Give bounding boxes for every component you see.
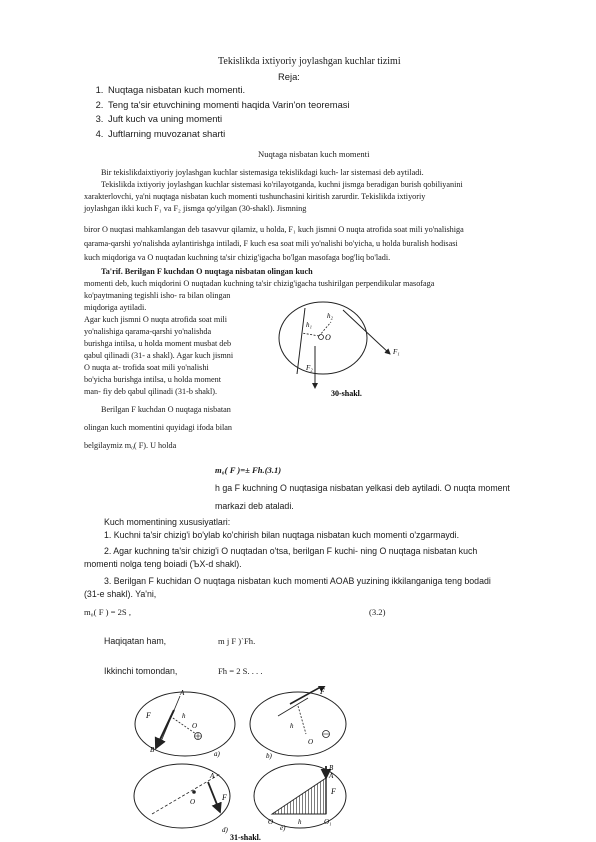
fig31e-label-a: A <box>329 772 334 780</box>
fig30-caption: 30-shakl. <box>331 389 362 398</box>
fig31-caption: 31-shakl. <box>230 833 261 842</box>
definition-line: Ta'rif. Berilgan F kuchdan O nuqtaga nisbatan olingan kuch <box>101 267 313 276</box>
paragraph-3-line: qarama-qarshi yo'nalishda aylantirishga intiladi, F kuch esa soat mili yo'nalishi bo'yicha, u holda buralish hodisasi <box>84 239 458 248</box>
figure-30 <box>275 296 405 406</box>
fig31e-label-o1: O₁ <box>324 818 332 826</box>
plan-list <box>88 83 350 141</box>
formula-3-2: m₀( F ) = 2S , <box>84 607 131 617</box>
formula-note-line: h ga F kuchning O nuqtasiga nisbatan yelkasi deb aytiladi. O nuqta moment <box>215 483 510 493</box>
fig31b-panel-label: b) <box>266 752 272 760</box>
formula-intro-line: belgilaymiz m₀( F). U holda <box>84 441 177 450</box>
paragraph-2-line: xarakterlovchi, ya'ni nuqtaga nisbatan kuch momenti tushunchasini kiritish zarurdir. Tekislikda ixtiyoriy <box>84 192 426 201</box>
plan-label: Reja: <box>278 71 300 82</box>
paragraph-3-line: biror O nuqtasi mahkamlangan deb tasavvur qilamiz, u holda, F₁ kuch jismni O nuqta atrofida soat mili yo'nalishiga <box>84 225 464 234</box>
fig30-label-h1: h₁ <box>306 321 312 329</box>
fig31e-label-b: B <box>329 764 334 772</box>
definition-line: momenti deb, kuch miqdorini O nuqtadan kuchning ta'sir chizig'igacha tushirilgan perpendikular masofaga <box>84 279 435 288</box>
fig31d-label-a: A <box>210 772 215 780</box>
formula-intro-line: olingan kuch momentini quyidagi ifoda bilan <box>84 423 233 432</box>
plan-item: 4. Juftlarning muvozanat sharti <box>106 127 350 142</box>
paragraph-3-line: kuch miqdoriga va O nuqtadan kuchning ta'sir chizig'igacha bo'lgan masofaga bog'liq bo'ladi. <box>84 253 391 262</box>
properties-heading: Kuch momentining xususiyatlari: <box>104 517 231 527</box>
paragraph-2-line: joylashgan ikki kuch F₁ va F₂ jismga qo'yilgan (30-shakl). Jismning <box>84 204 307 213</box>
fig31b-label-o: O <box>308 738 314 746</box>
page-title: Tekislikda ixtiyoriy joylashgan kuchlar tizimi <box>218 56 401 67</box>
fig31a-label-o: O <box>192 722 198 730</box>
fig31d-panel-label: d) <box>222 826 228 834</box>
ikkinchi-expression: Fh = 2 S. . . . <box>218 666 263 676</box>
definition-line: man- fiy deb qabul qilinadi (31-b shakl). <box>84 387 218 396</box>
plan-item: 2. Teng ta'sir etuvchining momenti haqida Varin'on teoremasi <box>106 98 350 113</box>
definition-line: qabul qilinadi (31- a shakl). Agar kuch jismni <box>84 351 234 360</box>
fig31b-label-h: h <box>290 722 294 730</box>
fig30-label-h2: h₂ <box>327 312 333 320</box>
section-heading: Nuqtaga nisbatan kuch momenti <box>258 149 370 159</box>
fig31a-label-f: F <box>146 711 151 720</box>
fig31b-label-f: F <box>320 687 325 696</box>
haqiqatan-label: Haqiqatan ham, <box>104 636 167 646</box>
formula-3-2-number: (3.2) <box>369 607 386 617</box>
fig31a-panel-label: a) <box>214 750 220 758</box>
plan-item: 1. Nuqtaga nisbatan kuch momenti. <box>106 83 350 98</box>
fig31e-label-h: h <box>298 818 302 826</box>
fig31a-label-b: B <box>150 746 155 754</box>
fig31e-label-f: F <box>331 787 336 796</box>
property-2-line: 2. Agar kuchning ta'sir chizig'i O nuqtadan o'tsa, berilgan F kuchi- ning O nuqtaga nisbatan kuch <box>104 546 478 556</box>
paragraph-1: Bir tekislikdaixtiyoriy joylashgan kuchlar sistemasiga tekislikdagi kuch- lar sistemasi deb aytiladi. <box>101 168 424 177</box>
property-3-line: 3. Berilgan F kuchidan O nuqtaga nisbatan kuch momenti AOAB yuzining ikkilanganiga teng bodadi <box>104 576 491 586</box>
definition-line: yo'nalishiga qarama-qarshi yo'nalishda <box>84 327 212 336</box>
formula-intro-line: Berilgan F kuchdan O nuqtaga nisbatan <box>101 405 231 414</box>
property-1: 1. Kuchni ta'sir chizig'i bo'ylab ko'chirish bilan nuqtaga nisbatan kuch momenti o'zgarmaydi. <box>104 530 460 540</box>
ikkinchi-label: Ikkinchi tomondan, <box>104 666 178 676</box>
definition-line: Agar kuch jismni O nuqta atrofida soat mili <box>84 315 228 324</box>
formula-3-1: m₀( F )=± Fh.(3.1) <box>215 465 282 475</box>
fig31-panel-d <box>134 764 230 834</box>
fig30-label-f2: F₂ <box>306 364 313 372</box>
fig30-label-f1: F₁ <box>393 348 400 356</box>
fig31e-label-o: O <box>268 818 274 826</box>
fig31a-label-a: A <box>180 689 185 697</box>
definition-line: O nuqta at- trofida soat mili yo'nalishi <box>84 363 209 372</box>
haqiqatan-expression: m j F )`Fh. <box>218 636 256 646</box>
fig31-panel-b <box>250 686 346 760</box>
fig31-panel-a <box>135 689 235 758</box>
fig31d-label-f: F <box>222 793 227 802</box>
property-2-line: momenti nolga teng boiadi (ЪX-d shakl). <box>84 559 242 569</box>
definition-line: miqdoriga aytiladi. <box>84 303 147 312</box>
plan-item: 3. Juft kuch va uning momenti <box>106 112 350 127</box>
fig31a-label-h: h <box>182 712 186 720</box>
fig30-label-o: O <box>325 333 331 342</box>
formula-note-line: markazi deb ataladi. <box>215 501 294 511</box>
fig31-panel-e <box>254 764 346 832</box>
paragraph-2-line: Tekislikda ixtiyoriy joylashgan kuchlar sistemasi ko'rilayotganda, kuchni jismga beradigan burish qobiliyanini <box>101 180 463 189</box>
fig31e-panel-label: e) <box>280 824 286 832</box>
property-3-line: (31-e shakl). Ya'ni, <box>84 589 157 599</box>
figure-31 <box>130 686 350 842</box>
fig31d-label-o: O <box>190 798 196 806</box>
definition-line: burishga intilsa, u holda moment musbat deb <box>84 339 232 348</box>
definition-line: bo'yicha burishga intilsa, u holda moment <box>84 375 222 384</box>
definition-line: ko'paytmaning tegishli isho- ra bilan olingan <box>84 291 231 300</box>
